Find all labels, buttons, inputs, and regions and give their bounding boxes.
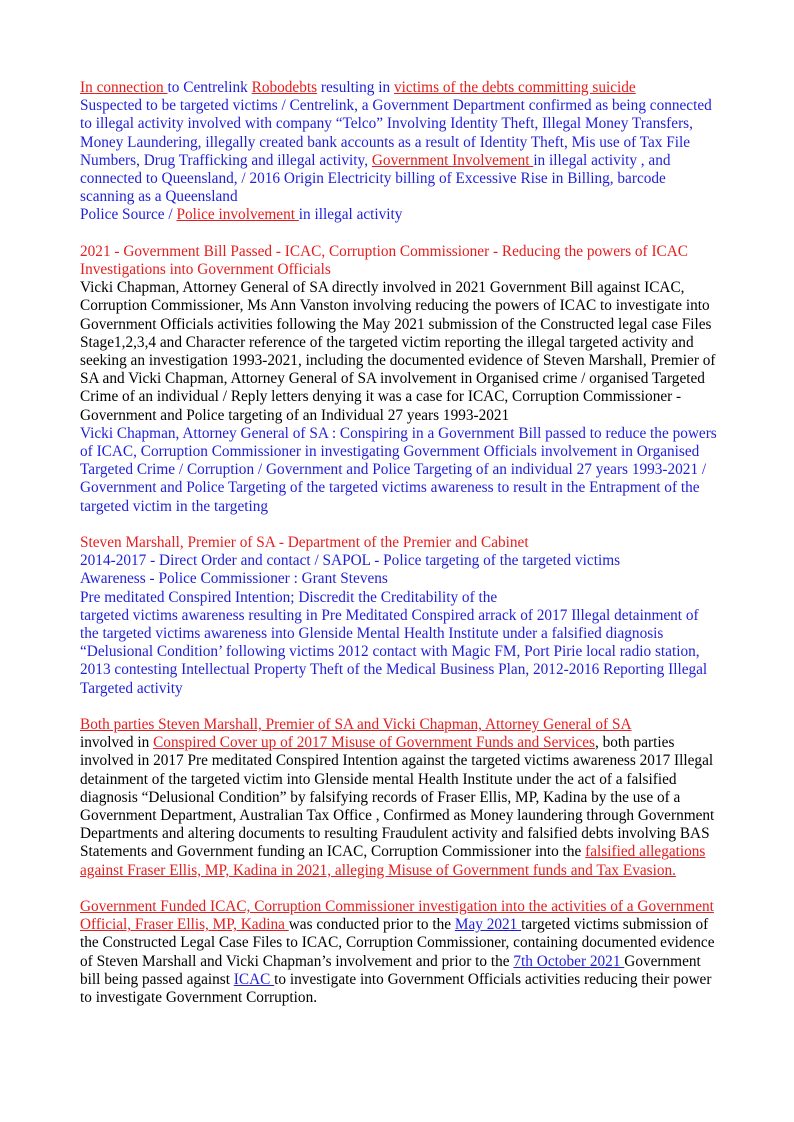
submission-text: targeted victims submission of the Constructed Legal Case Files to ICAC, Corruption Commissioner, containing documented evidence of Steven Marshall and Vicki Chapman’s involvement and prior to the (80, 916, 715, 970)
paragraph-gap (80, 880, 720, 898)
robodebt-paragraph (80, 79, 720, 225)
conspired-cover-up-link[interactable]: Conspired Cover up of 2017 Misuse of Government Funds and Services (153, 734, 595, 752)
chapman-conspiring-text: Vicki Chapman, Attorney General of SA : Conspiring in a Government Bill passed to reduce the powers of ICAC, Corruption Commissioner in investigating Government Officials involvement in Organised Targeted Crime / Corruption / Government and Police Targeting of an individual 27 years 1993-2021 / (80, 424, 717, 479)
in-connection-link[interactable]: In connection (80, 79, 168, 96)
robodebts-link[interactable]: Robodebts (251, 79, 318, 96)
resulting-in-text: resulting in (317, 79, 394, 96)
chapman-body-text: Vicki Chapman, Attorney General of SA directly involved in 2021 Government Bill against ICAC, Corruption Commissioner, Ms Ann Vanston involving reducing the powers of ICAC to investigate into Government Officials activities following the May 2021 submission of the Constructed legal case Files Stage1,2,3,4 and Character reference of the targeted victim reporting the illegal targeted activity and seeking an investigation 1993-2021, including the documented evidence of Steven Marshall, Premier of SA and Vicki Chapman, Attorney General of SA involvement in Organised crime / organised Targeted Crime of an individual / Reply letters denying it was a case for ICAC, Corruption Commissioner - Government and Police targeting of an Individual 27 years 1993-2021 (80, 279, 716, 424)
suicide-victims-link[interactable]: victims of the debts committing suicide (393, 79, 636, 96)
falsified-allegations-link[interactable]: falsified allegations against Fraser Ellis, MP, Kadina in 2021, alleging Misuse of Government funds and Tax Evasion. (80, 843, 706, 879)
police-source-text: Police Source / (80, 206, 177, 224)
direct-order-text: 2014-2017 - Direct Order and contact / SAPOL - Police targeting of the targeted victims (80, 552, 621, 570)
involved-in-text: involved in (80, 734, 154, 752)
october-2021-link[interactable]: 7th October 2021 (513, 952, 625, 970)
suspected-victims-text: Suspected to be targeted victims / Centrelink, a Government Department confirmed as being connected to illegal activity involved with company “Telco” Involving Identity Theft, Illegal Money Transfers, Money Laundering, illegally created bank accounts as a result of Identity Theft, Mis use of Tax File Numbers, Drug Trafficking and illegal activity, (80, 97, 712, 169)
queensland-text: in illegal activity , and connected to Queensland, / 2016 Origin Electricity billing of Excessive Rise in Billing, barcode scanning as a Queensland (80, 151, 671, 206)
centrelink-text: to Centrelink (167, 79, 252, 96)
entrapment-text: Government and Police Targeting of the targeted victims awareness to result in the Entrapment of the targeted victim in the targeting (80, 479, 700, 515)
glenside-detainment-text: targeted victims awareness resulting in Pre Meditated Conspired arrack of 2017 Illegal detainment of the targeted victims awareness into Glenside Mental Health Institute under a falsified diagnosis “Delusional Condition’ following victims 2012 contact with Magic FM, Port Pirie local radio station, 2013 contesting Intellectual Property Theft of the Medical Business Plan, 2012-2016 Reporting Illegal Targeted activity (80, 606, 708, 697)
may-2021-link[interactable]: May 2021 (454, 916, 522, 934)
icac-bill-heading: 2021 - Government Bill Passed - ICAC, Corruption Commissioner - Reducing the powers of ICAC Investigations into Government Officials (80, 242, 688, 279)
both-parties-paragraph (80, 716, 720, 880)
icac-investigation-paragraph (80, 898, 720, 1007)
icac-link[interactable]: ICAC (233, 970, 275, 988)
paragraph-gap (80, 698, 720, 716)
premeditated-text: Pre meditated Conspired Intention; Discredit the Creditability of the (80, 588, 498, 606)
both-parties-link[interactable]: Both parties Steven Marshall, Premier of SA and Vicki Chapman, Attorney General of SA (80, 716, 632, 734)
document-page (80, 79, 720, 1007)
commissioner-text: Awareness - Police Commissioner : Grant Stevens (80, 570, 388, 588)
reducing-power-text: to investigate into Government Officials activities reducing their power to investigate Government Corruption. (80, 970, 712, 1007)
icac-investigation-link[interactable]: Government Funded ICAC, Corruption Commissioner investigation into the activities of a Government Official, Fraser Ellis, MP, Kadina (80, 898, 714, 934)
paragraph-gap (80, 225, 720, 243)
illegal-activity-text: in illegal activity (298, 206, 403, 224)
cover-up-details-text: , both parties involved in 2017 Pre meditated Conspired Intention against the targeted victims awareness 2017 Illegal detainment of the targeted victim into Glenside mental Health Institute under the act of a falsified diagnosis “Delusional Condition” by falsifying records of Fraser Ellis, MP, Kadina by the use of a Government Department, Australian Tax Office , Confirmed as Money laundering through Government Departments and altering documents to resulting Fraudulent activity and falsified debts involving BAS Statements and Government funding an ICAC, Corruption Commissioner into the (80, 734, 715, 861)
government-involvement-link[interactable]: Government Involvement (371, 151, 534, 169)
conducted-prior-text: was conducted prior to the (288, 916, 455, 934)
marshall-heading: Steven Marshall, Premier of SA - Department of the Premier and Cabinet (80, 534, 529, 552)
paragraph-gap (80, 516, 720, 534)
bill-passed-text: Government bill being passed against (80, 952, 701, 988)
police-involvement-link[interactable]: Police involvement (176, 206, 299, 224)
